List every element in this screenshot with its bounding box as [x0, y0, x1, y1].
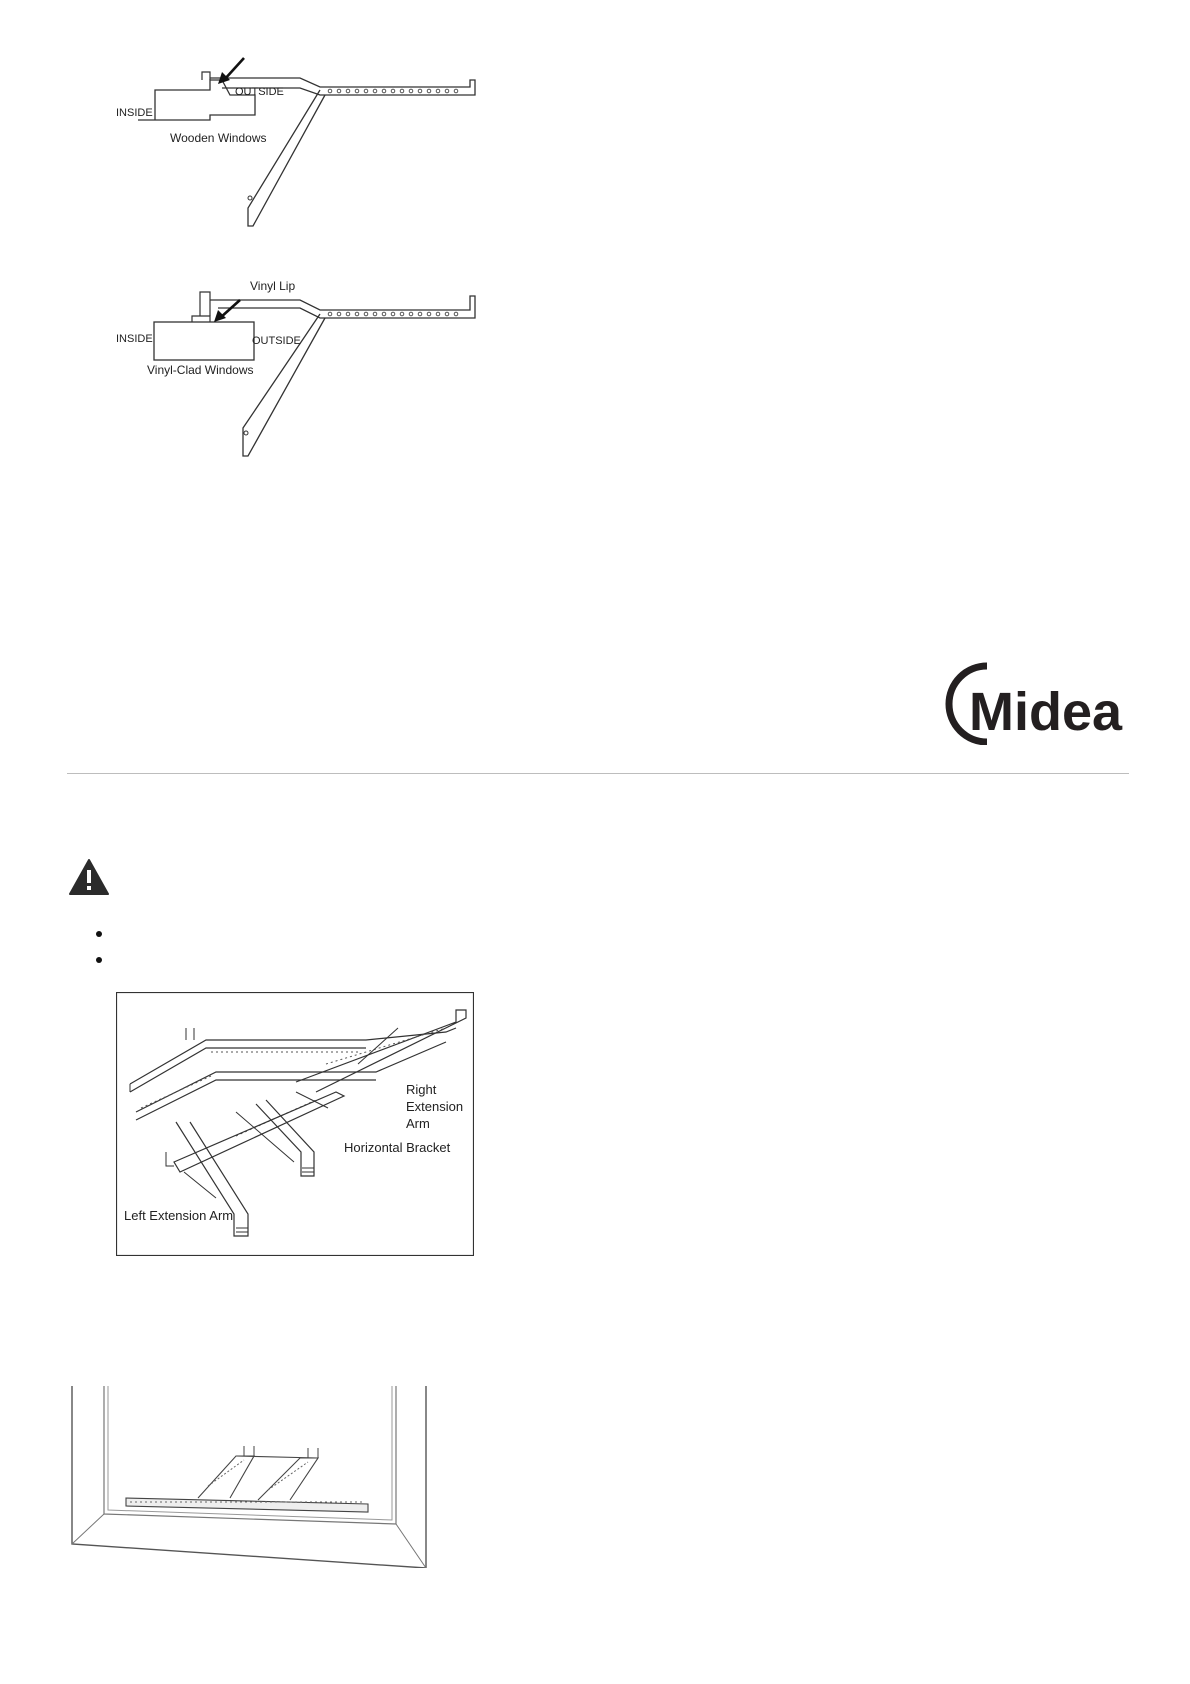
right-arm-label-1: Right: [406, 1082, 437, 1097]
logo-text: Midea: [969, 682, 1123, 742]
vinyl-caption: Vinyl-Clad Windows: [147, 363, 254, 377]
wooden-outside-label: OUTSIDE: [235, 86, 284, 98]
list-item: [96, 922, 114, 948]
vinyl-windows-diagram: [110, 278, 490, 468]
bracket-assembly-diagram: [116, 992, 474, 1256]
horizontal-bracket-label: Horizontal Bracket: [344, 1140, 451, 1155]
left-arm-label: Left Extension Arm: [124, 1208, 234, 1223]
window-installation-diagram: [68, 1386, 430, 1568]
vinyl-outside-label: OUTSIDE: [252, 335, 301, 347]
vinyl-lip-label: Vinyl Lip: [250, 279, 296, 293]
figure-vinyl-windows: [110, 278, 490, 468]
list-item: [96, 948, 114, 974]
vinyl-inside-label: INSIDE: [116, 333, 153, 345]
figure-window-installation: [68, 1386, 430, 1568]
wooden-caption: Wooden Windows: [170, 131, 267, 145]
figure-wooden-windows: [110, 50, 490, 230]
figure-bracket-assembly: [116, 992, 474, 1256]
bullet-list: [96, 922, 114, 974]
wooden-inside-label: INSIDE: [116, 107, 153, 119]
midea-logo-mark: [925, 660, 1130, 745]
wooden-windows-diagram: [110, 50, 490, 230]
right-arm-label-2: Extension: [406, 1099, 464, 1114]
midea-logo: [925, 660, 1130, 745]
right-arm-label-3: Arm: [406, 1116, 430, 1131]
warning-triangle-icon: [68, 858, 110, 896]
section-divider: [67, 773, 1129, 774]
